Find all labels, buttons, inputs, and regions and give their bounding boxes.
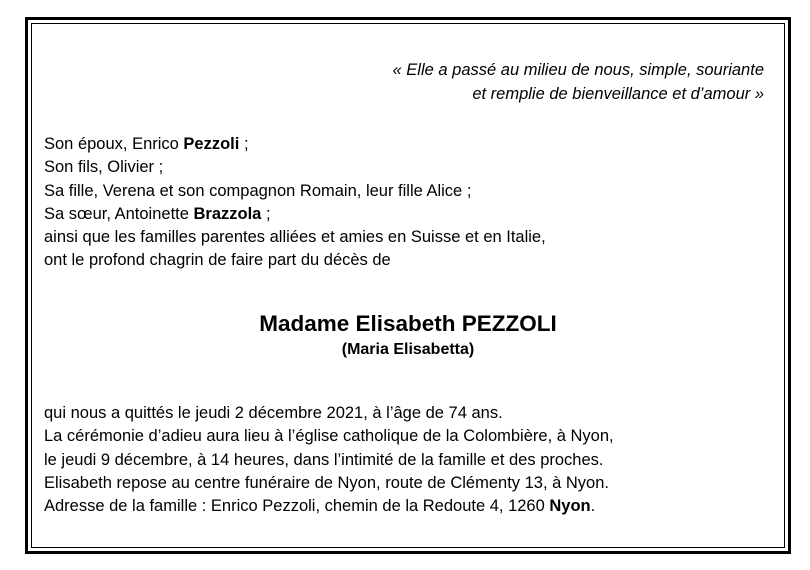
son-line: Son fils, Olivier ; [44, 158, 164, 177]
daughter-line: Sa fille, Verena et son compagnon Romain, leur fille Alice ; [44, 181, 472, 200]
announcement-line: ont le profond chagrin de faire part du décès de [44, 251, 391, 270]
address-city: Nyon [549, 497, 591, 516]
rest-line: Elisabeth repose au centre funéraire de Nyon, route de Clémenty 13, à Nyon. [44, 473, 609, 492]
address-suffix: . [590, 497, 596, 516]
spouse-line [44, 133, 546, 156]
quote-line-1: « Elle a passé au milieu de nous, simple, souriante [392, 61, 764, 79]
sister-suffix: ; [261, 204, 271, 223]
spouse-suffix: ; [239, 135, 249, 153]
address-line [44, 495, 614, 518]
sister-prefix: Sa sœur, Antoinette [44, 204, 194, 223]
sister-surname: Brazzola [193, 204, 262, 223]
deceased-name-block [31, 309, 785, 361]
ceremony-time-line: le jeudi 9 décembre, à 14 heures, dans l’intimité de la famille et des proches. [44, 450, 604, 469]
ceremony-line: La cérémonie d’adieu aura lieu à l’église catholique de la Colombière, à Nyon, [44, 427, 614, 446]
deceased-given-name: (Maria Elisabetta) [341, 341, 475, 358]
funeral-details [44, 402, 614, 518]
epigraph-quote [164, 58, 764, 106]
spouse-prefix: Son époux, Enrico [44, 135, 184, 153]
deceased-name: Madame Elisabeth PEZZOLI [259, 311, 557, 336]
death-line: qui nous a quittés le jeudi 2 décembre 2021, à l’âge de 74 ans. [44, 404, 503, 422]
family-announcement [44, 133, 546, 273]
address-prefix: Adresse de la famille : Enrico Pezzoli, chemin de la Redoute 4, 1260 [44, 497, 550, 516]
sister-line [44, 203, 546, 226]
relatives-line: ainsi que les familles parentes alliées et amies en Suisse et en Italie, [44, 228, 546, 247]
quote-line-2: et remplie de bienveillance et d’amour » [472, 85, 764, 103]
spouse-surname: Pezzoli [183, 135, 240, 153]
